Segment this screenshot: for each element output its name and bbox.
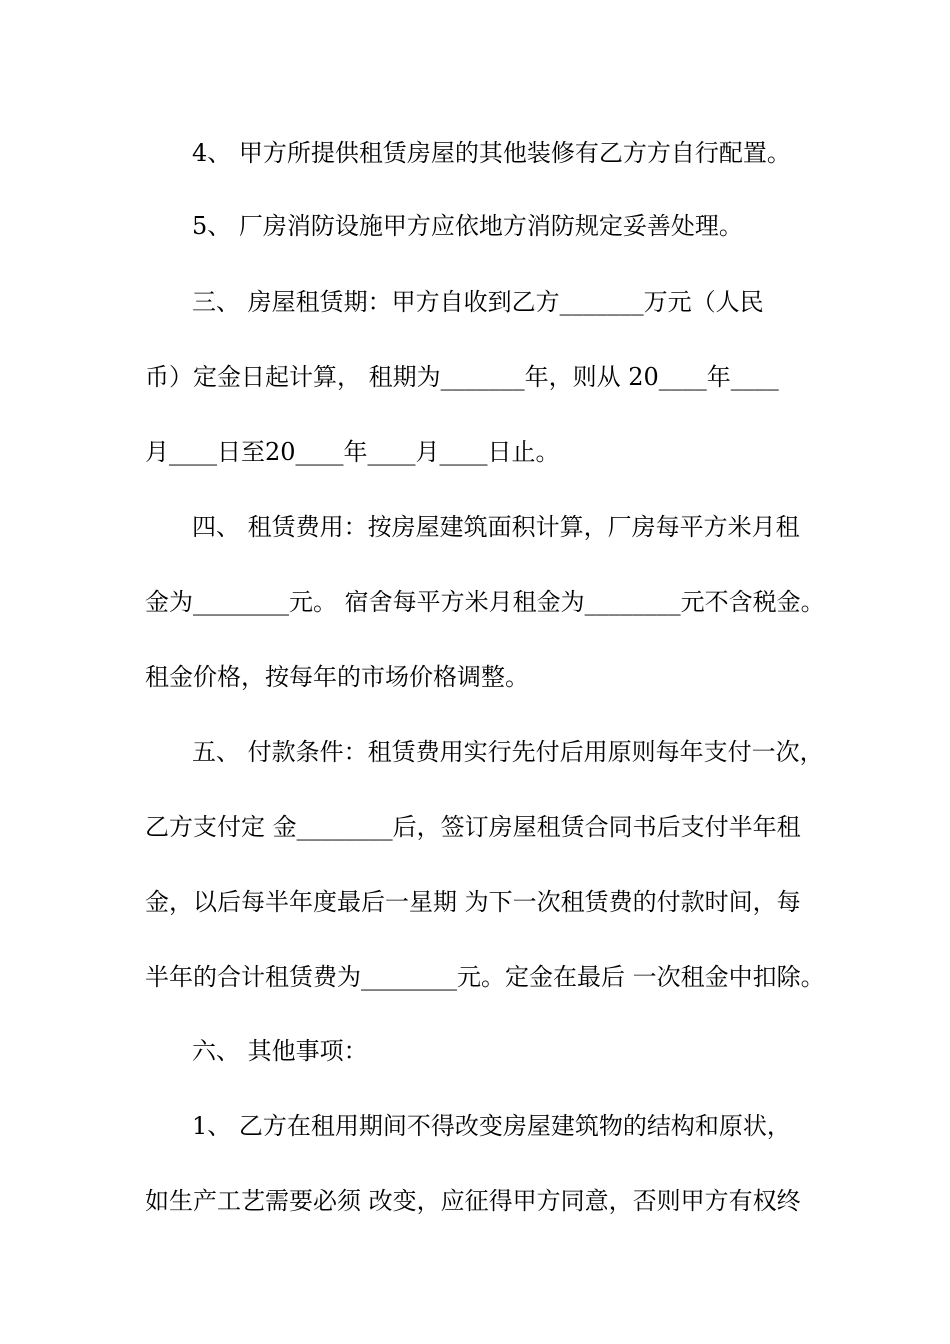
section-6-heading: 六、 其他事项：	[192, 1037, 368, 1065]
section-6-item-1-line-2: 如生产工艺需要必须 改变，应征得甲方同意，否则甲方有权终	[145, 1187, 801, 1215]
section-3-line-1: 三、 房屋租赁期：甲方自收到乙方_______万元（人民	[192, 288, 764, 316]
clause-5-line: 5、 厂房消防设施甲方应依地方消防规定妥善处理。	[192, 212, 743, 240]
section-4-line-3: 租金价格，按每年的市场价格调整。	[145, 663, 529, 691]
section-5-line-3: 金，以后每半年度最后一星期 为下一次租赁费的付款时间，每	[145, 888, 801, 916]
clause-4-line: 4、 甲方所提供租赁房屋的其他装修有乙方方自行配置。	[192, 139, 791, 167]
section-5-line-1: 五、 付款条件：租赁费用实行先付后用原则每年支付一次，	[192, 738, 824, 766]
section-5-line-4: 半年的合计租赁费为________元。定金在最后 一次租金中扣除。	[145, 963, 825, 991]
section-5-line-2: 乙方支付定 金________后，签订房屋租赁合同书后支付半年租	[145, 813, 801, 841]
section-3-line-2: 币）定金日起计算， 租期为_______年，则从 20____年____	[145, 363, 779, 391]
section-6-item-1-line-1: 1、 乙方在租用期间不得改变房屋建筑物的结构和原状，	[192, 1112, 791, 1140]
section-4-line-2: 金为________元。 宿舍每平方米月租金为________元不含税金。	[145, 588, 825, 616]
section-4-line-1: 四、 租赁费用：按房屋建筑面积计算，厂房每平方米月租	[192, 513, 800, 541]
section-3-line-3: 月____日至20____年____月____日止。	[145, 438, 560, 466]
